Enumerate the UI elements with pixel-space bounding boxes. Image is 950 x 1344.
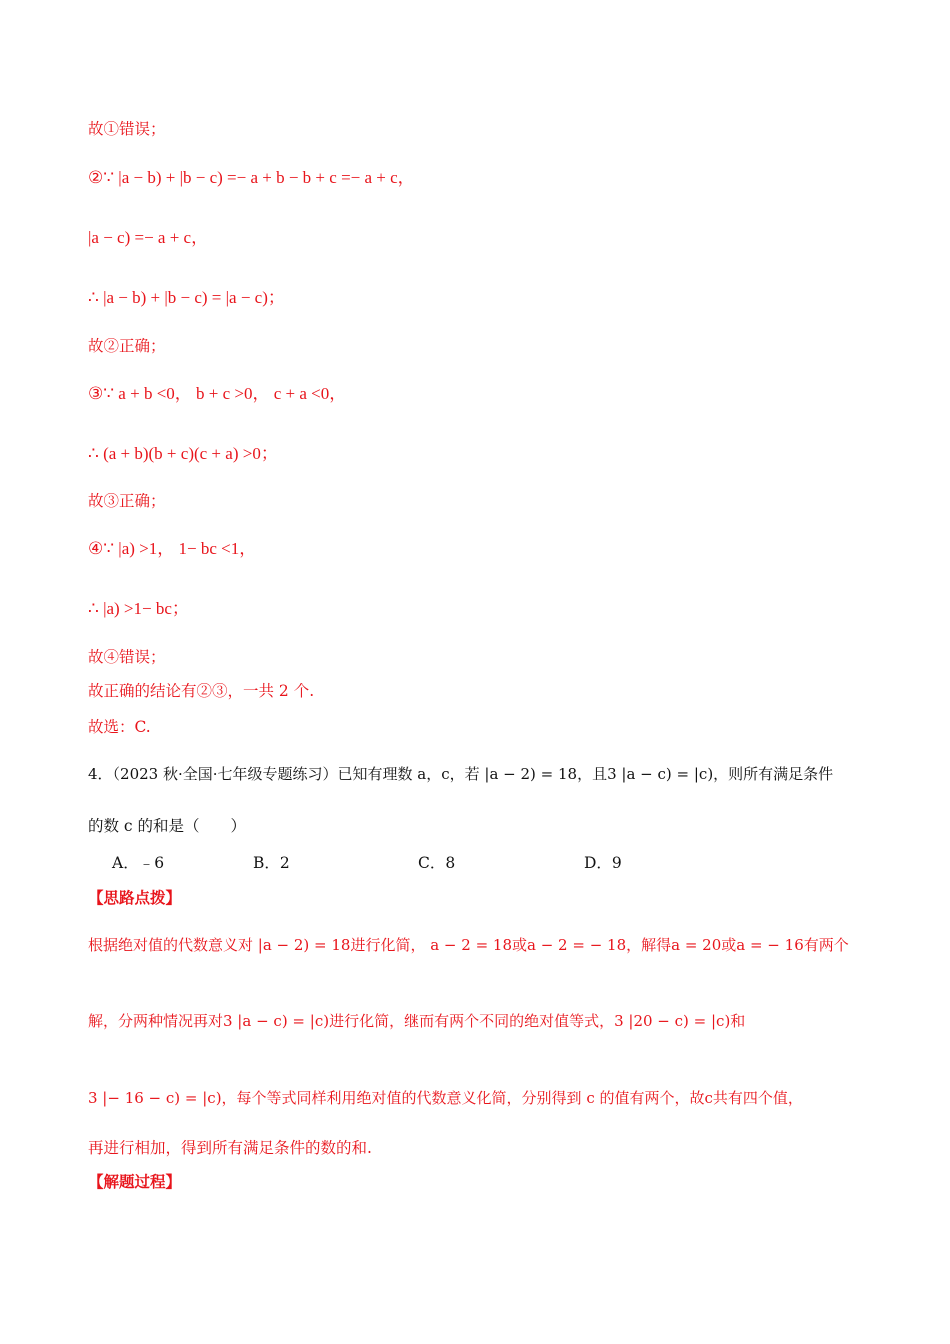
process-heading: 【解题过程】	[88, 1172, 182, 1191]
solution-line: 故④错误；	[88, 648, 166, 666]
solution-line: ∴ |a − b) + |b − c) = |a − c)；	[88, 288, 285, 307]
option-d: D．9	[584, 854, 622, 872]
solution-line: ∴ (a + b)(b + c)(c + a) >0；	[88, 444, 278, 463]
solution-line: 故①错误；	[88, 120, 166, 138]
option-a: A．﹣6	[112, 854, 165, 872]
solution-line: 故③正确；	[88, 492, 166, 510]
solution-line: ③∵ a + b <0， b + c >0， c + a <0，	[88, 384, 347, 403]
hint-paragraph: 解，分两种情况再对3 |a − c) = |c)进行化简，继而有两个不同的绝对值等式，3 |20 − c) = |c)和	[88, 1012, 746, 1030]
option-c: C．8	[418, 854, 456, 872]
solution-line: 故②正确；	[88, 337, 166, 355]
solution-line: ④∵ |a) >1， 1− bc <1，	[88, 539, 257, 558]
solution-line: ∴ |a) >1− bc；	[88, 599, 189, 618]
hint-paragraph: 再进行相加，得到所有满足条件的数的和.	[88, 1139, 372, 1157]
solution-conclusion: 故正确的结论有②③，一共 2 个.	[88, 682, 315, 700]
solution-answer: 故选：C.	[88, 718, 151, 736]
solution-line: ②∵ |a − b) + |b − c) =− a + b − b + c =− a + c，	[88, 168, 415, 187]
solution-line: |a − c) =− a + c，	[88, 228, 209, 247]
question-stem: 的数 c 的和是（ ）	[88, 817, 247, 835]
option-b: B．2	[253, 854, 290, 872]
question-stem: 4．（2023 秋·全国·七年级专题练习）已知有理数 a，c，若 |a − 2) = 18，且3 |a − c) = |c)，则所有满足条件	[88, 765, 834, 783]
hint-heading: 【思路点拨】	[88, 888, 182, 907]
hint-paragraph: 根据绝对值的代数意义对 |a − 2) = 18进行化简， a − 2 = 18或a − 2 = − 18，解得a = 20或a = − 16有两个	[88, 936, 849, 954]
hint-paragraph: 3 |− 16 − c) = |c)，每个等式同样利用绝对值的代数意义化简，分别得到 c 的值有两个，故c共有四个值，	[88, 1089, 803, 1107]
